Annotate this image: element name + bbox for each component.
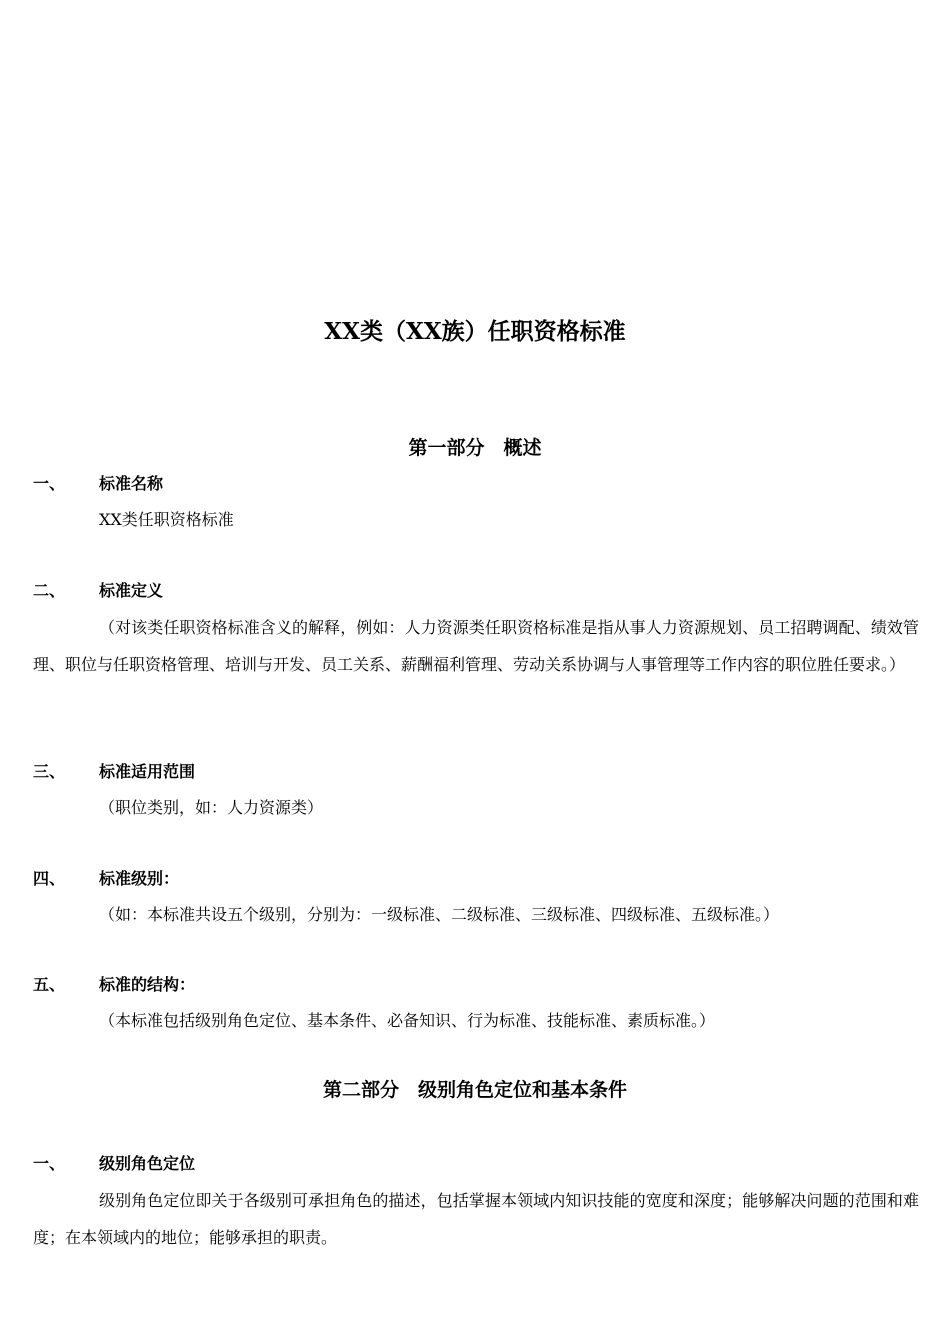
section-content-structure: （本标准包括级别角色定位、基本条件、必备知识、行为标准、技能标准、素质标准。） [99, 1011, 716, 1030]
section-content-scope: （职位类别，如：人力资源类） [99, 798, 324, 817]
section-label: 标准级别： [99, 869, 180, 888]
part1-title: 第一部分 概述 [408, 437, 542, 459]
section-content-levels: （如：本标准共设五个级别，分别为：一级标准、二级标准、三级标准、四级标准、五级标准。） [99, 905, 780, 924]
section-content-name: XX类任职资格标准 [99, 510, 234, 529]
section-label: 标准名称 [99, 474, 164, 493]
section-label: 级别角色定位 [99, 1154, 196, 1173]
section-number: 四、 [33, 869, 66, 888]
section-content-role-positioning: 级别角色定位即关于各级别可承担角色的描述，包括掌握本领域内知识技能的宽度和深度；能够解决问题的范围和难度；在本领域内的地位；能够承担的职责。 [33, 1191, 919, 1247]
section-label: 标准适用范围 [99, 762, 196, 781]
section-number: 一、 [33, 474, 66, 493]
section-number: 三、 [33, 762, 66, 781]
section-label: 标准的结构： [99, 975, 196, 994]
section-number: 二、 [33, 581, 66, 600]
section-number: 一、 [33, 1154, 66, 1173]
section-label: 标准定义 [99, 581, 164, 600]
document-title: XX类（XX族）任职资格标准 [324, 318, 626, 345]
section-number: 五、 [33, 975, 66, 994]
part2-title: 第二部分 级别角色定位和基本条件 [322, 1079, 627, 1101]
section-content-definition: （对该类任职资格标准含义的解释，例如：人力资源类任职资格标准是指从事人力资源规划、员工招聘调配、绩效管理、职位与任职资格管理、培训与开发、员工关系、薪酬福利管理、劳动关系协调与人事管理等工作内容的职位胜任要求。） [33, 618, 919, 674]
